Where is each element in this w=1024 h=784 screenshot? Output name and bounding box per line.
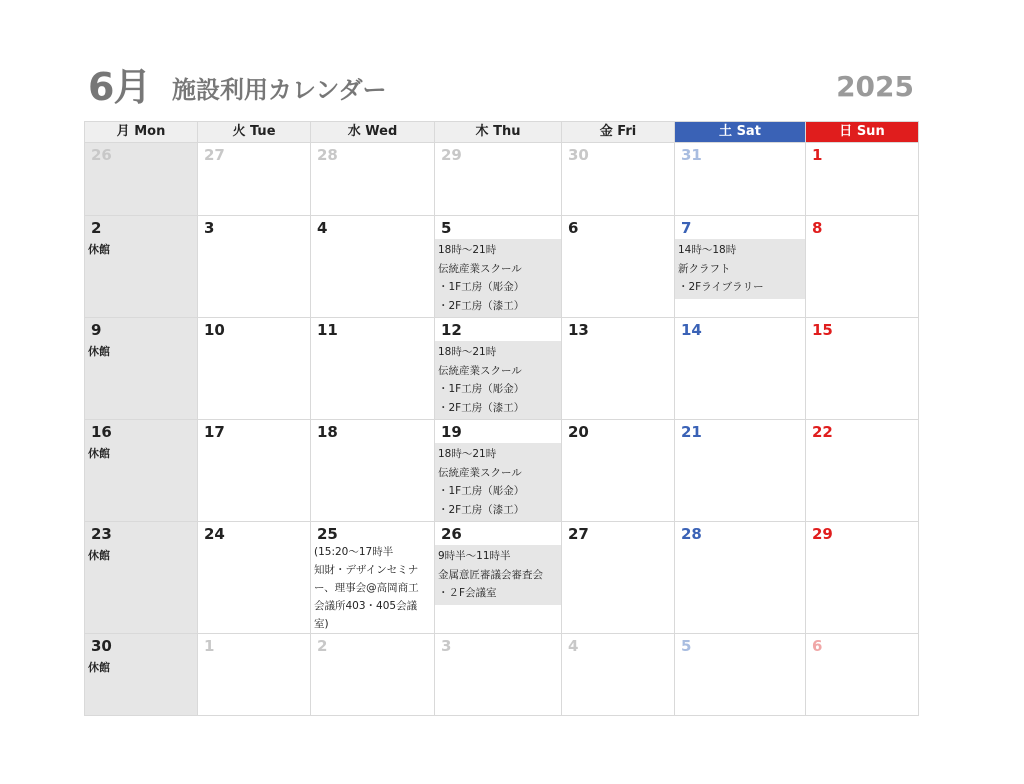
note-line: ー、理事会@高岡商工 (314, 582, 419, 594)
day-cell[interactable] (198, 216, 311, 318)
day-cell[interactable] (198, 318, 311, 420)
event-line: ・２F会議室 (438, 587, 497, 599)
event-line: 18時～21時 (438, 244, 497, 256)
day-number: 6 (812, 637, 823, 655)
weekday-mon: 月 Mon (85, 122, 198, 143)
weekday-fri: 金 Fri (562, 122, 675, 143)
day-number: 13 (568, 321, 589, 339)
event-block[interactable] (675, 239, 805, 299)
weekday-thu: 木 Thu (435, 122, 562, 143)
event-line: 14時～18時 (678, 244, 737, 256)
weekday-wed: 水 Wed (311, 122, 435, 143)
weekday-header-row (85, 122, 919, 143)
day-number: 8 (812, 219, 823, 237)
note-line: 会議所403・405会議 (314, 600, 418, 612)
week-row (85, 216, 919, 318)
day-number: 18 (317, 423, 338, 441)
day-number: 9 (91, 321, 102, 339)
event-line: ・1F工房（彫金） (438, 485, 525, 497)
event-line: 18時～21時 (438, 448, 497, 460)
day-number: 27 (568, 525, 589, 543)
day-number: 14 (681, 321, 702, 339)
day-cell[interactable] (675, 216, 806, 318)
day-cell[interactable] (198, 634, 311, 716)
day-cell[interactable] (675, 143, 806, 216)
day-cell[interactable] (85, 143, 198, 216)
event-block[interactable] (435, 239, 561, 317)
day-cell[interactable] (198, 522, 311, 634)
day-cell[interactable] (85, 318, 198, 420)
day-cell[interactable] (806, 143, 919, 216)
event-line: 金属意匠審議会審査会 (438, 568, 543, 581)
event-line: 9時半～11時半 (438, 550, 511, 562)
calendar-header (88, 56, 914, 108)
day-number: 25 (317, 525, 338, 543)
day-cell[interactable] (562, 216, 675, 318)
day-number: 29 (441, 146, 462, 164)
day-cell[interactable] (435, 634, 562, 716)
day-number: 12 (441, 321, 462, 339)
day-cell[interactable] (675, 318, 806, 420)
week-row (85, 318, 919, 420)
day-cell[interactable] (311, 522, 435, 634)
day-cell[interactable] (311, 634, 435, 716)
day-number: 27 (204, 146, 225, 164)
day-cell[interactable] (562, 522, 675, 634)
weekday-sun: 日 Sun (806, 122, 919, 143)
event-block[interactable] (435, 545, 561, 605)
calendar-grid (84, 121, 919, 716)
day-number: 16 (91, 423, 112, 441)
day-cell[interactable] (675, 420, 806, 522)
day-cell[interactable] (85, 420, 198, 522)
week-row (85, 420, 919, 522)
event-block[interactable] (435, 341, 561, 419)
day-cell[interactable] (562, 420, 675, 522)
day-cell[interactable] (311, 318, 435, 420)
day-number: 31 (681, 146, 702, 164)
day-number: 1 (204, 637, 215, 655)
day-number: 11 (317, 321, 338, 339)
day-cell[interactable] (198, 143, 311, 216)
note-line: 室) (314, 618, 329, 630)
day-number: 5 (441, 219, 452, 237)
event-line: ・1F工房（彫金） (438, 281, 525, 293)
day-cell[interactable] (806, 634, 919, 716)
event-line: 伝統産業スクール (438, 466, 522, 479)
day-cell[interactable] (311, 216, 435, 318)
week-row (85, 634, 919, 716)
day-number: 6 (568, 219, 579, 237)
day-number: 22 (812, 423, 833, 441)
day-cell[interactable] (562, 318, 675, 420)
event-line: ・1F工房（彫金） (438, 383, 525, 395)
day-number: 5 (681, 637, 692, 655)
week-row (85, 143, 919, 216)
day-number: 26 (441, 525, 462, 543)
day-cell[interactable] (435, 522, 562, 634)
weekday-tue: 火 Tue (198, 122, 311, 143)
closed-label: 休館 (88, 243, 110, 256)
day-number: 2 (91, 219, 102, 237)
day-number: 30 (568, 146, 589, 164)
month-title: 6月 (88, 65, 151, 109)
event-line: 18時～21時 (438, 346, 497, 358)
day-number: 7 (681, 219, 692, 237)
day-number: 1 (812, 146, 823, 164)
day-cell[interactable] (806, 216, 919, 318)
note-line: (15:20～17時半 (314, 546, 394, 558)
day-cell[interactable] (806, 318, 919, 420)
day-cell[interactable] (311, 420, 435, 522)
event-line: ・2F工房（漆工） (438, 299, 525, 312)
weekday-sat: 土 Sat (675, 122, 806, 143)
week-row (85, 522, 919, 634)
event-line: ・2F工房（漆工） (438, 401, 525, 414)
day-cell[interactable] (675, 522, 806, 634)
day-number: 3 (204, 219, 215, 237)
year-label: 2025 (836, 70, 914, 103)
event-line: ・2Fライブラリー (678, 281, 764, 293)
closed-label: 休館 (88, 345, 110, 358)
event-line: 伝統産業スクール (438, 364, 522, 377)
closed-label: 休館 (88, 549, 110, 562)
day-cell[interactable] (311, 143, 435, 216)
day-number: 21 (681, 423, 702, 441)
day-cell[interactable] (562, 143, 675, 216)
day-number: 28 (681, 525, 702, 543)
day-number: 26 (91, 146, 112, 164)
day-cell[interactable] (85, 522, 198, 634)
day-number: 29 (812, 525, 833, 543)
day-cell[interactable] (435, 143, 562, 216)
day-number: 28 (317, 146, 338, 164)
note-line: 知財・デザインセミナ (314, 564, 419, 576)
day-number: 2 (317, 637, 328, 655)
day-cell[interactable] (806, 420, 919, 522)
day-cell[interactable] (806, 522, 919, 634)
day-cell[interactable] (435, 420, 562, 522)
day-number: 19 (441, 423, 462, 441)
closed-label: 休館 (88, 661, 110, 674)
event-note[interactable] (311, 543, 434, 633)
day-number: 4 (568, 637, 579, 655)
day-cell[interactable] (675, 634, 806, 716)
day-cell[interactable] (435, 216, 562, 318)
day-cell[interactable] (85, 634, 198, 716)
day-cell[interactable] (435, 318, 562, 420)
day-number: 23 (91, 525, 112, 543)
day-number: 15 (812, 321, 833, 339)
day-number: 4 (317, 219, 328, 237)
closed-label: 休館 (88, 447, 110, 460)
day-number: 20 (568, 423, 589, 441)
event-line: ・2F工房（漆工） (438, 503, 525, 516)
day-cell[interactable] (85, 216, 198, 318)
day-number: 24 (204, 525, 225, 543)
day-number: 10 (204, 321, 225, 339)
day-number: 30 (91, 637, 112, 655)
day-number: 3 (441, 637, 452, 655)
day-cell[interactable] (562, 634, 675, 716)
day-number: 17 (204, 423, 225, 441)
calendar-title: 施設利用カレンダー (172, 76, 387, 104)
day-cell[interactable] (198, 420, 311, 522)
event-line: 新クラフト (678, 262, 731, 275)
event-line: 伝統産業スクール (438, 262, 522, 275)
event-block[interactable] (435, 443, 561, 521)
